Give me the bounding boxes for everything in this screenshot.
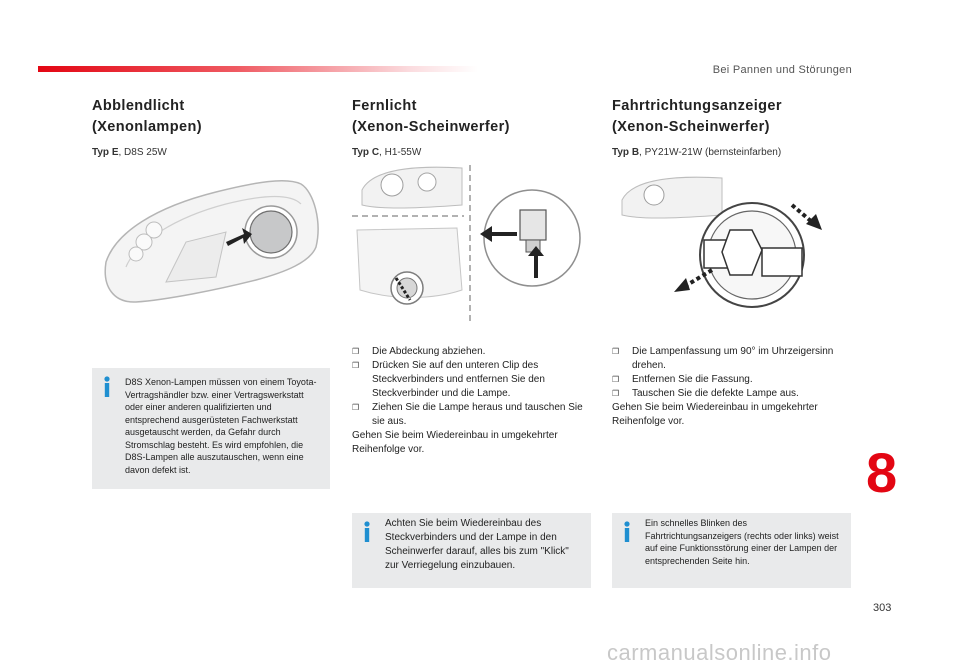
column-abblendlicht <box>92 96 337 158</box>
infobox-fernlicht-note: Achten Sie beim Wiedereinbau des Steckverbinders und der Lampe in den Scheinwerfer darauf, alles bis zum "Klick" zur Verriegelung einzubauen. <box>352 513 591 588</box>
checkbox-bullet-icon: ❒ <box>612 347 620 356</box>
infobox-blinker-note: Ein schnelles Blinken des Fahrtrichtungsanzeigers (rechts oder links) weist auf eine Funktionsstörung einer der Lampen der entsprechenden Seite hin. <box>612 513 851 588</box>
steps-blinker <box>612 345 852 429</box>
checkbox-bullet-icon: ❒ <box>352 361 360 370</box>
infobox-xenon-warning: D8S Xenon-Lampen müssen von einem Toyota-Vertragshändler bzw. einer Vertragswerkstatt oder einer anderen qualifizierten und entsprechend ausgerüsteten Fachwerkstatt ausgetauscht werden, da Gefahr durch Stromschlag besteht. Es wird empfohlen, die D8S-Lampen alle auszutauschen, wenn eine davon defekt ist. <box>92 368 330 489</box>
column-title: Fernlicht (Xenon-Scheinwerfer) <box>352 98 510 135</box>
section-title: Bei Pannen und Störungen <box>712 64 852 76</box>
reassembly-note: Gehen Sie beim Wiedereinbau in umgekehrter Reihenfolge vor. <box>352 430 558 455</box>
column-title: Fahrtrichtungsanzeiger (Xenon-Scheinwerfer) <box>612 98 782 135</box>
watermark: carmanualsonline.info <box>607 640 832 665</box>
step-item: ❒ Tauschen Sie die defekte Lampe aus. <box>612 388 799 399</box>
step-item: ❒ Ziehen Sie die Lampe heraus und tauschen Sie sie aus. <box>352 402 583 427</box>
page-number: 303 <box>873 602 892 614</box>
checkbox-bullet-icon: ❒ <box>352 403 360 412</box>
steps-fernlicht <box>352 345 592 457</box>
checkbox-bullet-icon: ❒ <box>612 389 620 398</box>
reassembly-note: Gehen Sie beim Wiedereinbau in umgekehrter Reihenfolge vor. <box>612 402 818 427</box>
column-fernlicht <box>352 96 597 158</box>
info-icon <box>102 376 112 398</box>
section-color-bar <box>38 66 478 72</box>
step-item: ❒ Entfernen Sie die Fassung. <box>612 374 753 385</box>
column-fahrtrichtungsanzeiger <box>612 96 857 158</box>
chapter-number: 8 <box>866 441 898 504</box>
info-icon <box>362 521 372 543</box>
info-icon <box>622 521 632 543</box>
blinker-illustration <box>612 170 844 310</box>
step-item: ❒ Die Lampenfassung um 90° im Uhrzeigersinn drehen. <box>612 346 834 371</box>
lamp-type: Typ C, H1-55W <box>352 147 422 158</box>
lamp-type: Typ E, D8S 25W <box>92 147 167 158</box>
headlamp-fernlicht-illustration <box>352 160 584 330</box>
step-item: ❒ Die Abdeckung abziehen. <box>352 346 486 357</box>
headlamp-xenon-illustration <box>96 172 328 312</box>
checkbox-bullet-icon: ❒ <box>612 375 620 384</box>
checkbox-bullet-icon: ❒ <box>352 347 360 356</box>
lamp-type: Typ B, PY21W-21W (bernsteinfarben) <box>612 147 782 158</box>
column-title: Abblendlicht (Xenonlampen) <box>92 98 202 135</box>
step-item: ❒ Drücken Sie auf den unteren Clip des Steckverbinders und entfernen Sie den Steckverbinder und die Lampe. <box>352 360 545 399</box>
